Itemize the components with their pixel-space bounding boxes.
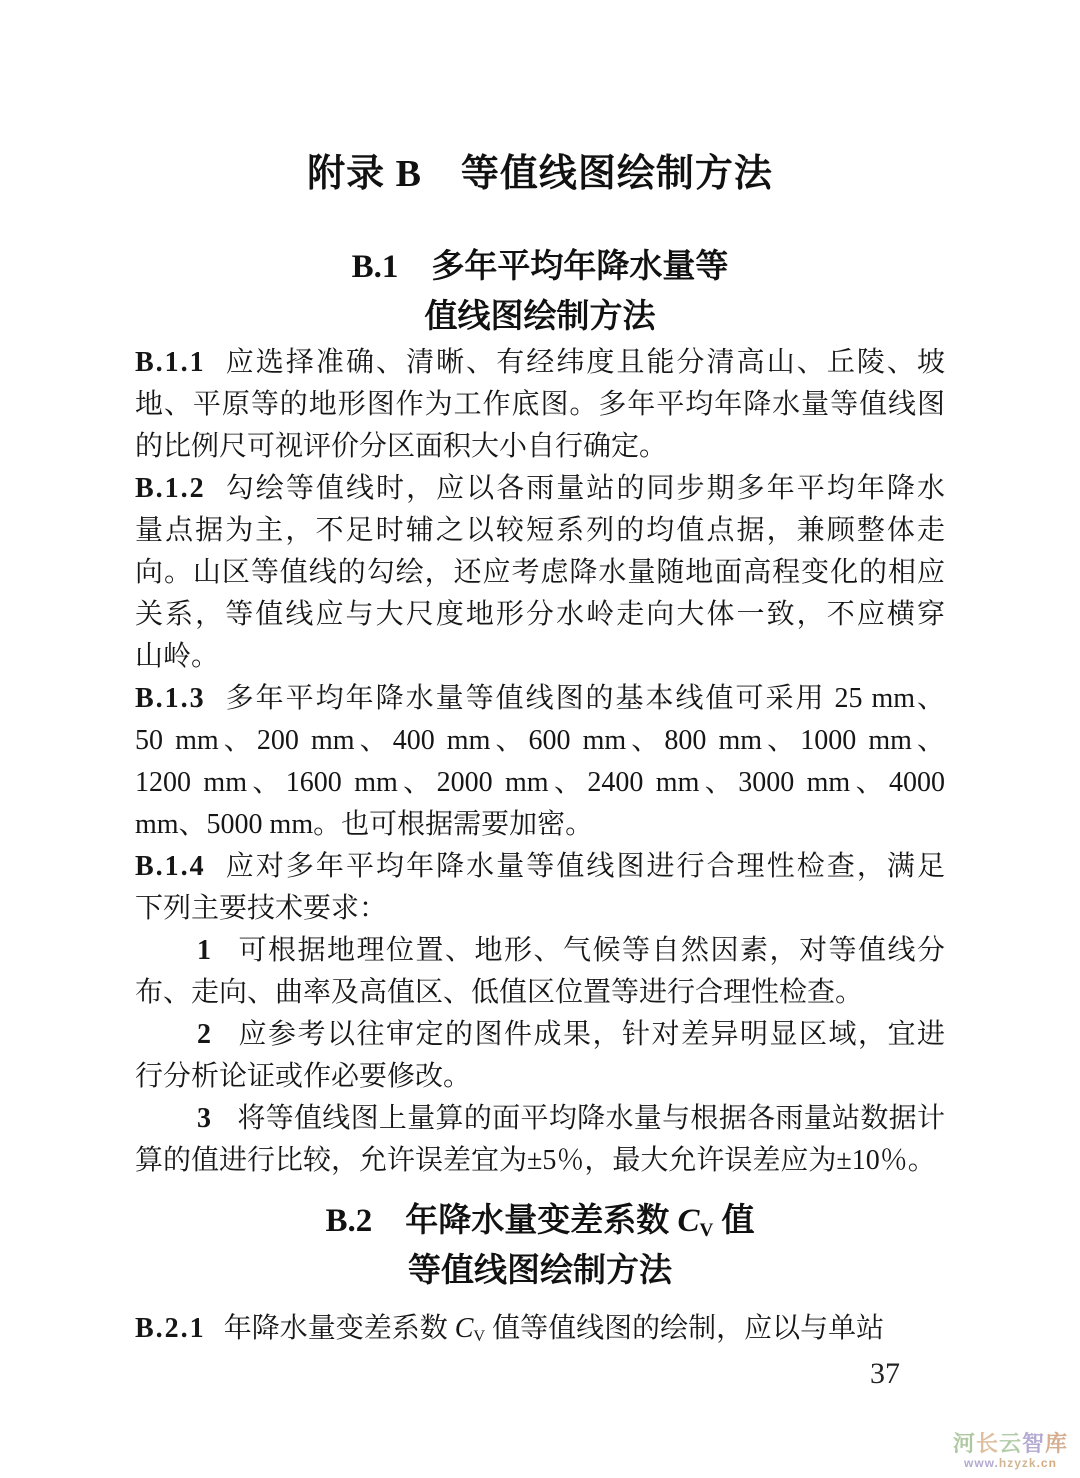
watermark-char: 河 — [952, 1431, 976, 1456]
clause-text: 应对多年平均年降水量等值线图进行合理性检查，满足 — [223, 851, 945, 882]
text-line: 1200 mm、1600 mm、2000 mm、2400 mm、3000 mm、4000 — [135, 767, 945, 798]
text-line — [135, 1014, 945, 1056]
watermark-url — [953, 1456, 1068, 1470]
cv-symbol: C — [677, 1203, 700, 1239]
watermark-char: 长 — [975, 1431, 999, 1456]
clause-label: B.1.3 — [135, 683, 206, 714]
section-b1-heading-line2: 值线图绘制方法 — [424, 299, 656, 335]
item-text: 应参考以往审定的图件成果，针对差异明显区域，宜进 — [237, 1019, 945, 1050]
paragraph-b1-3 — [135, 678, 945, 846]
cv-symbol: C — [454, 1313, 474, 1344]
watermark-char: 库 — [1044, 1431, 1068, 1456]
clause-label: B.1.2 — [135, 473, 206, 504]
item-number: 1 — [197, 935, 211, 966]
text-line: 量点据为主，不足时辅之以较短系列的均值点据，兼顾整体走 — [135, 515, 945, 546]
heading-text: B.2 年降水量变差系数 — [325, 1203, 678, 1239]
paragraph-b1-1 — [135, 342, 945, 468]
text-line: 山岭。 — [135, 641, 220, 672]
item-text: 可根据地理位置、地形、气候等自然因素，对等值线分 — [237, 935, 945, 966]
watermark-brand — [953, 1432, 1068, 1456]
text-line: 布、走向、曲率及高值区、低值区位置等进行合理性检查。 — [135, 977, 864, 1008]
page-number: 37 — [870, 1357, 900, 1390]
text-line — [135, 1098, 945, 1140]
text-line: 地、平原等的地形图作为工作底图。多年平均年降水量等值线图 — [135, 389, 945, 420]
text-line: 50 mm、200 mm、400 mm、600 mm、800 mm、1000 mm、 — [135, 725, 945, 756]
section-b2-heading — [0, 1196, 1080, 1296]
section-b2-heading-line1 — [0, 1196, 1080, 1246]
clause-text: 勾绘等值线时，应以各雨量站的同步期多年平均年降水 — [223, 473, 945, 504]
clause-text: 多年平均年降水量等值线图的基本线值可采用 25 mm、 — [223, 683, 945, 714]
watermark-char: 云 — [998, 1431, 1022, 1456]
watermark-url-segment: www. — [964, 1456, 999, 1470]
item-number: 2 — [197, 1019, 211, 1050]
text-line: 向。山区等值线的勾绘，还应考虑降水量随地面高程变化的相应 — [135, 557, 945, 588]
clause-label: B.1.4 — [135, 851, 206, 882]
item-number: 3 — [197, 1103, 211, 1134]
clause-text: 应选择准确、清晰、有经纬度且能分清高山、丘陵、坡 — [223, 347, 945, 378]
list-item-3 — [135, 1098, 945, 1182]
appendix-title: 附录 B 等值线图绘制方法 — [307, 153, 773, 195]
text-line: 的比例尺可视评价分区面积大小自行确定。 — [135, 431, 668, 462]
cv-subscript: V — [699, 1219, 714, 1241]
item-text: 将等值线图上量算的面平均降水量与根据各雨量站数据计 — [237, 1103, 945, 1134]
paragraph-b1-2 — [135, 468, 945, 678]
watermark-char: 智 — [1021, 1431, 1045, 1456]
body-content-b2 — [135, 1308, 945, 1350]
text-line: mm、5000 mm。也可根据需要加密。 — [135, 809, 594, 840]
text-line — [135, 468, 945, 510]
section-b1-heading — [0, 242, 1080, 342]
watermark — [953, 1432, 1068, 1470]
watermark-url-segment: hzyzk — [998, 1456, 1037, 1470]
clause-text: 值等值线图的绘制，应以与单站 — [485, 1313, 885, 1344]
clause-label: B.2.1 — [135, 1313, 206, 1344]
text-line: 下列主要技术要求： — [135, 893, 388, 924]
list-item-2 — [135, 1014, 945, 1098]
paragraph-b1-4 — [135, 846, 945, 930]
cv-subscript: V — [473, 1327, 486, 1346]
text-line: 算的值进行比较，允许误差宜为±5％，最大允许误差应为±10％。 — [135, 1145, 936, 1176]
clause-text: 年降水量变差系数 — [223, 1313, 455, 1344]
watermark-url-segment: .cn — [1036, 1456, 1057, 1470]
text-line — [135, 342, 945, 384]
clause-label: B.1.1 — [135, 347, 206, 378]
text-line — [135, 1308, 945, 1350]
text-line — [135, 846, 945, 888]
body-content — [135, 342, 945, 1182]
text-line: 行分析论证或作必要修改。 — [135, 1061, 472, 1092]
list-item-1 — [135, 930, 945, 1014]
heading-text: 值 — [713, 1203, 755, 1239]
text-line — [135, 930, 945, 972]
section-b1-heading-line1: B.1 多年平均年降水量等 — [351, 249, 729, 285]
paragraph-b2-1 — [135, 1308, 945, 1350]
section-b2-heading-line2: 等值线图绘制方法 — [408, 1253, 672, 1289]
text-line: 关系，等值线应与大尺度地形分水岭走向大体一致，不应横穿 — [135, 599, 945, 630]
text-line — [135, 678, 945, 720]
